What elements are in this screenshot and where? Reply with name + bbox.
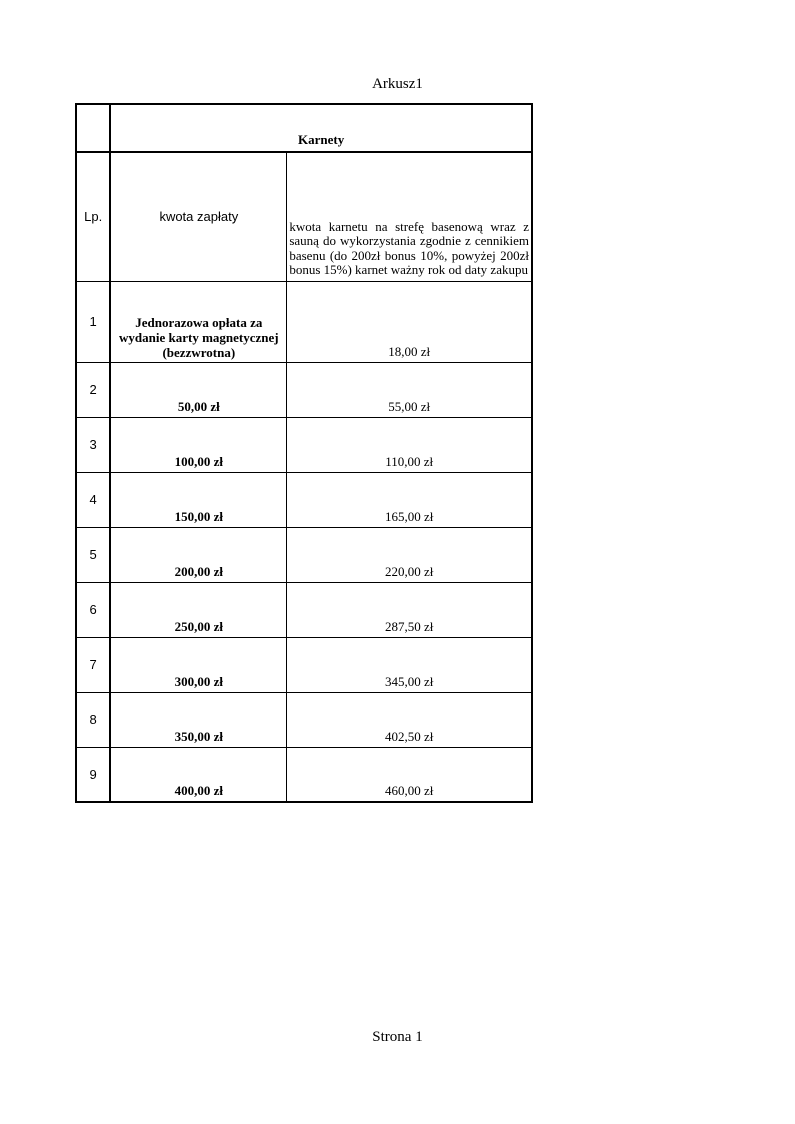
header-lp: Lp. <box>76 152 110 281</box>
table-row <box>76 527 532 582</box>
row-kwota: Jednorazowa opłata za wydanie karty magnetycznej (bezzwrotna) <box>110 281 287 362</box>
row-value: 55,00 zł <box>287 362 532 417</box>
row-lp: 5 <box>76 527 110 582</box>
row-lp: 4 <box>76 472 110 527</box>
row-kwota: 50,00 zł <box>110 362 287 417</box>
row-lp: 3 <box>76 417 110 472</box>
table-title-row <box>76 104 532 152</box>
row-kwota: 100,00 zł <box>110 417 287 472</box>
row-lp: 7 <box>76 637 110 692</box>
table-row <box>76 692 532 747</box>
table-row <box>76 281 532 362</box>
table-title: Karnety <box>110 104 532 152</box>
row-lp: 8 <box>76 692 110 747</box>
row-value: 220,00 zł <box>287 527 532 582</box>
row-kwota: 400,00 zł <box>110 747 287 802</box>
row-kwota: 200,00 zł <box>110 527 287 582</box>
row-lp: 6 <box>76 582 110 637</box>
row-value: 287,50 zł <box>287 582 532 637</box>
sheet-title: Arkusz1 <box>372 76 423 92</box>
row-value: 165,00 zł <box>287 472 532 527</box>
row-value: 460,00 zł <box>287 747 532 802</box>
table-row <box>76 747 532 802</box>
table-row <box>76 637 532 692</box>
row-value: 345,00 zł <box>287 637 532 692</box>
header-description: kwota karnetu na strefę basenową wraz z sauną do wykorzystania zgodnie z cennikiem basenu (do 200zł bonus 10%, powyżej 200zł bonus 15%) karnet ważny rok od daty zakupu <box>287 152 532 281</box>
row-value: 18,00 zł <box>287 281 532 362</box>
page-footer: Strona 1 <box>372 1029 423 1045</box>
header-row <box>76 152 532 281</box>
karnety-table <box>75 103 533 803</box>
row-value: 110,00 zł <box>287 417 532 472</box>
header-kwota: kwota zapłaty <box>110 152 287 281</box>
row-kwota: 150,00 zł <box>110 472 287 527</box>
table-row <box>76 362 532 417</box>
row-kwota: 250,00 zł <box>110 582 287 637</box>
empty-corner-cell <box>76 104 110 152</box>
row-kwota: 300,00 zł <box>110 637 287 692</box>
row-value: 402,50 zł <box>287 692 532 747</box>
table-row <box>76 472 532 527</box>
table-row <box>76 582 532 637</box>
row-lp: 9 <box>76 747 110 802</box>
row-lp: 2 <box>76 362 110 417</box>
row-kwota: 350,00 zł <box>110 692 287 747</box>
table-row <box>76 417 532 472</box>
row-lp: 1 <box>76 281 110 362</box>
